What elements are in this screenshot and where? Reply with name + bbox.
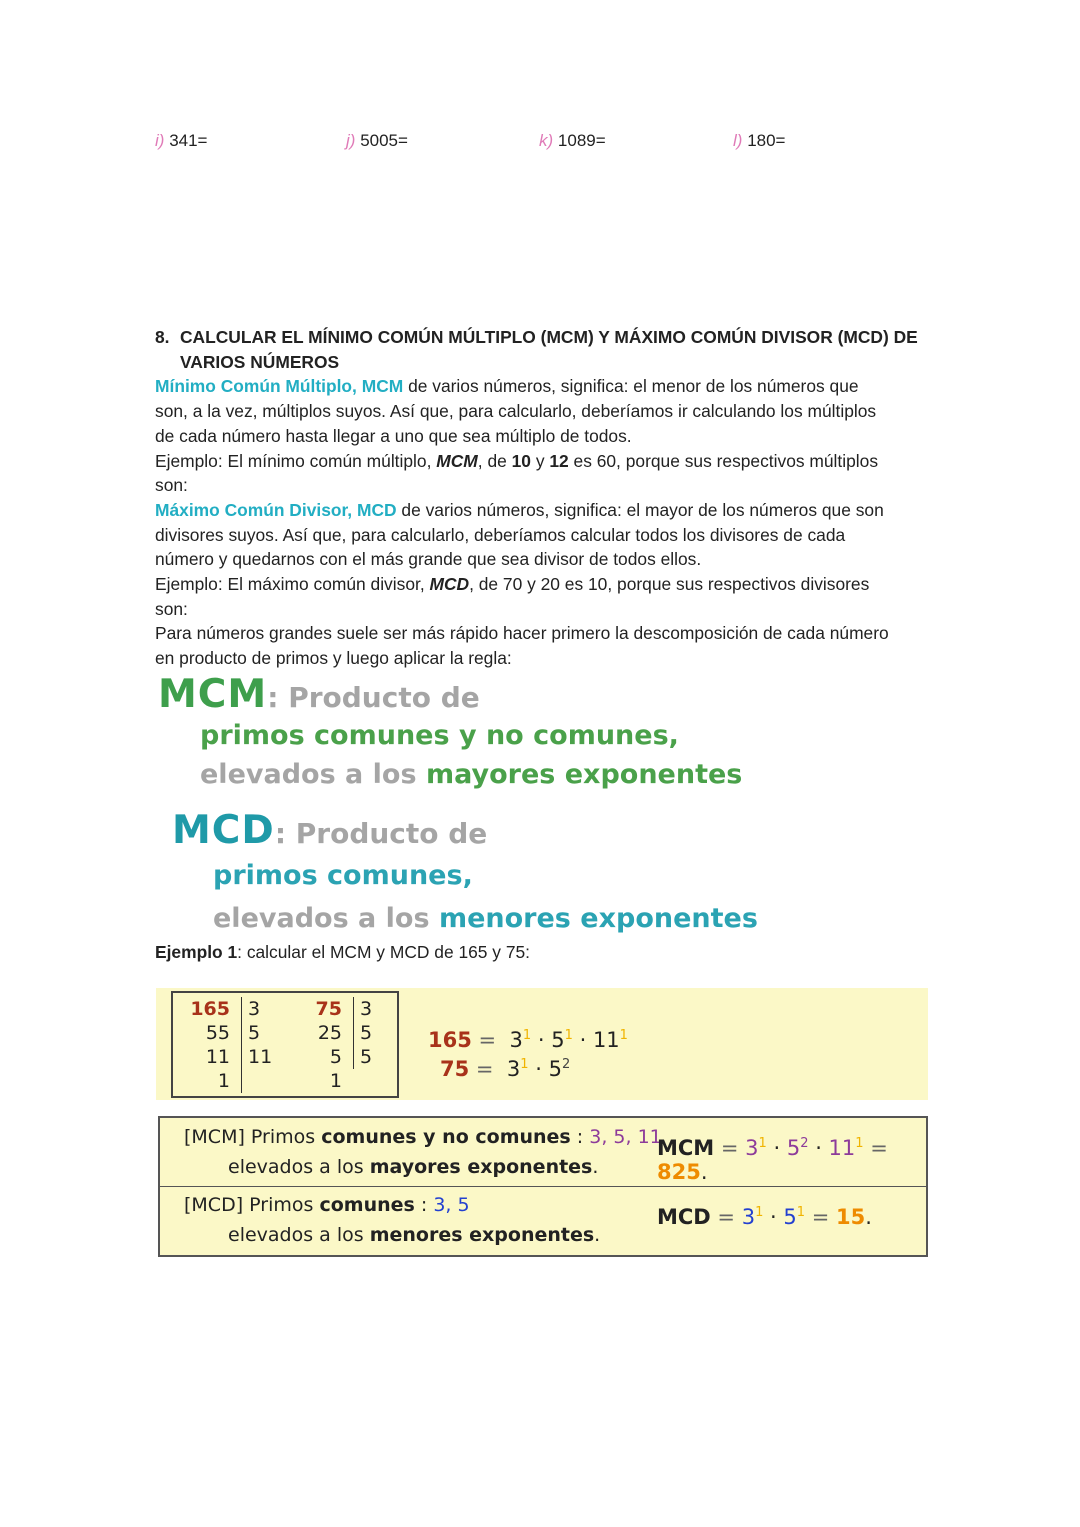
rule-mcd-line3: elevados a los menores exponentes bbox=[213, 903, 758, 934]
exercise-j: j) 5005= bbox=[346, 131, 408, 150]
mcd-result: MCD = $3^1 \cdot 5^1 = 15$. bbox=[657, 1205, 872, 1229]
section-body bbox=[155, 325, 935, 671]
rule-mcm-line3: elevados a los mayores exponentes bbox=[200, 759, 743, 790]
mcm-result: MCM = $3^1 \cdot 5^2 \cdot 11^1 = 825$. bbox=[657, 1136, 888, 1184]
rule-table-divider bbox=[160, 1186, 926, 1187]
division-a-factors: 3 5 11 bbox=[241, 997, 272, 1093]
section-heading: 8. CALCULAR EL MÍNIMO COMÚN MÚLTIPLO (MCM) Y MÁXIMO COMÚN DIVISOR (MCD) DE VARIOS NÚMEROS bbox=[155, 327, 918, 372]
rule-mcm-title: MCM: Producto de bbox=[158, 672, 480, 717]
rule-mcd-line2: primos comunes, bbox=[213, 860, 473, 891]
mcm-rule-row: [MCM] Primos comunes y no comunes : 3, 5, 11 elevados a los mayores exponentes. bbox=[184, 1126, 662, 1178]
division-a-numbers: 165 55 11 1 bbox=[190, 998, 230, 1092]
mcd-definition: Máximo Común Divisor, MCD de varios números, significa: el mayor de los números que son divisores suyos. Así que, para calcularlo, deberíamos calcular todos los divisores de cada número y quedarnos con el más grande que sea divisor de todos ellos. Ejemplo: El máximo común divisor, MCD, de 70 y 20 es 10, porque sus respectivos divisores son: bbox=[155, 499, 884, 619]
rule-mcm-line2: primos comunes y no comunes, bbox=[200, 720, 679, 751]
mcd-rule-row: [MCD] Primos comunes : 3, 5 elevados a los menores exponentes. bbox=[184, 1194, 601, 1246]
exercise-k: k) 1089= bbox=[539, 131, 606, 150]
division-table bbox=[171, 991, 399, 1098]
intro-rule: Para números grandes suele ser más rápido hacer primero la descomposición de cada número en producto de primos y luego aplicar la regla: bbox=[155, 623, 889, 669]
division-b-numbers: 75 25 5 1 bbox=[315, 998, 342, 1092]
exercise-l: l) 180= bbox=[733, 131, 786, 150]
example1-heading: Ejemplo 1: calcular el MCM y MCD de 165 y 75: bbox=[155, 942, 530, 962]
factorization-165: $165 = 3^1 \cdot 5^1 \cdot 11^1$ bbox=[428, 1028, 628, 1052]
rule-table bbox=[158, 1116, 928, 1257]
exercise-i: i) 341= bbox=[155, 131, 208, 150]
factorization-75: $75 = 3^1 \cdot 5^2$ bbox=[440, 1057, 571, 1081]
division-b-factors: 3 5 5 bbox=[353, 997, 372, 1069]
mcm-definition: Mínimo Común Múltiplo, MCM de varios números, significa: el menor de los números que son, a la vez, múltiplos suyos. Así que, para calcularlo, deberíamos ir calculando los múltiplos de cada número hasta llegar a uno que sea múltiplo de todos. Ejemplo: El mínimo común múltiplo, MCM, de 10 y 12 es 60, porque sus respectivos múltiplos son: bbox=[155, 376, 879, 496]
rule-mcd-title: MCD: Producto de bbox=[172, 808, 488, 853]
